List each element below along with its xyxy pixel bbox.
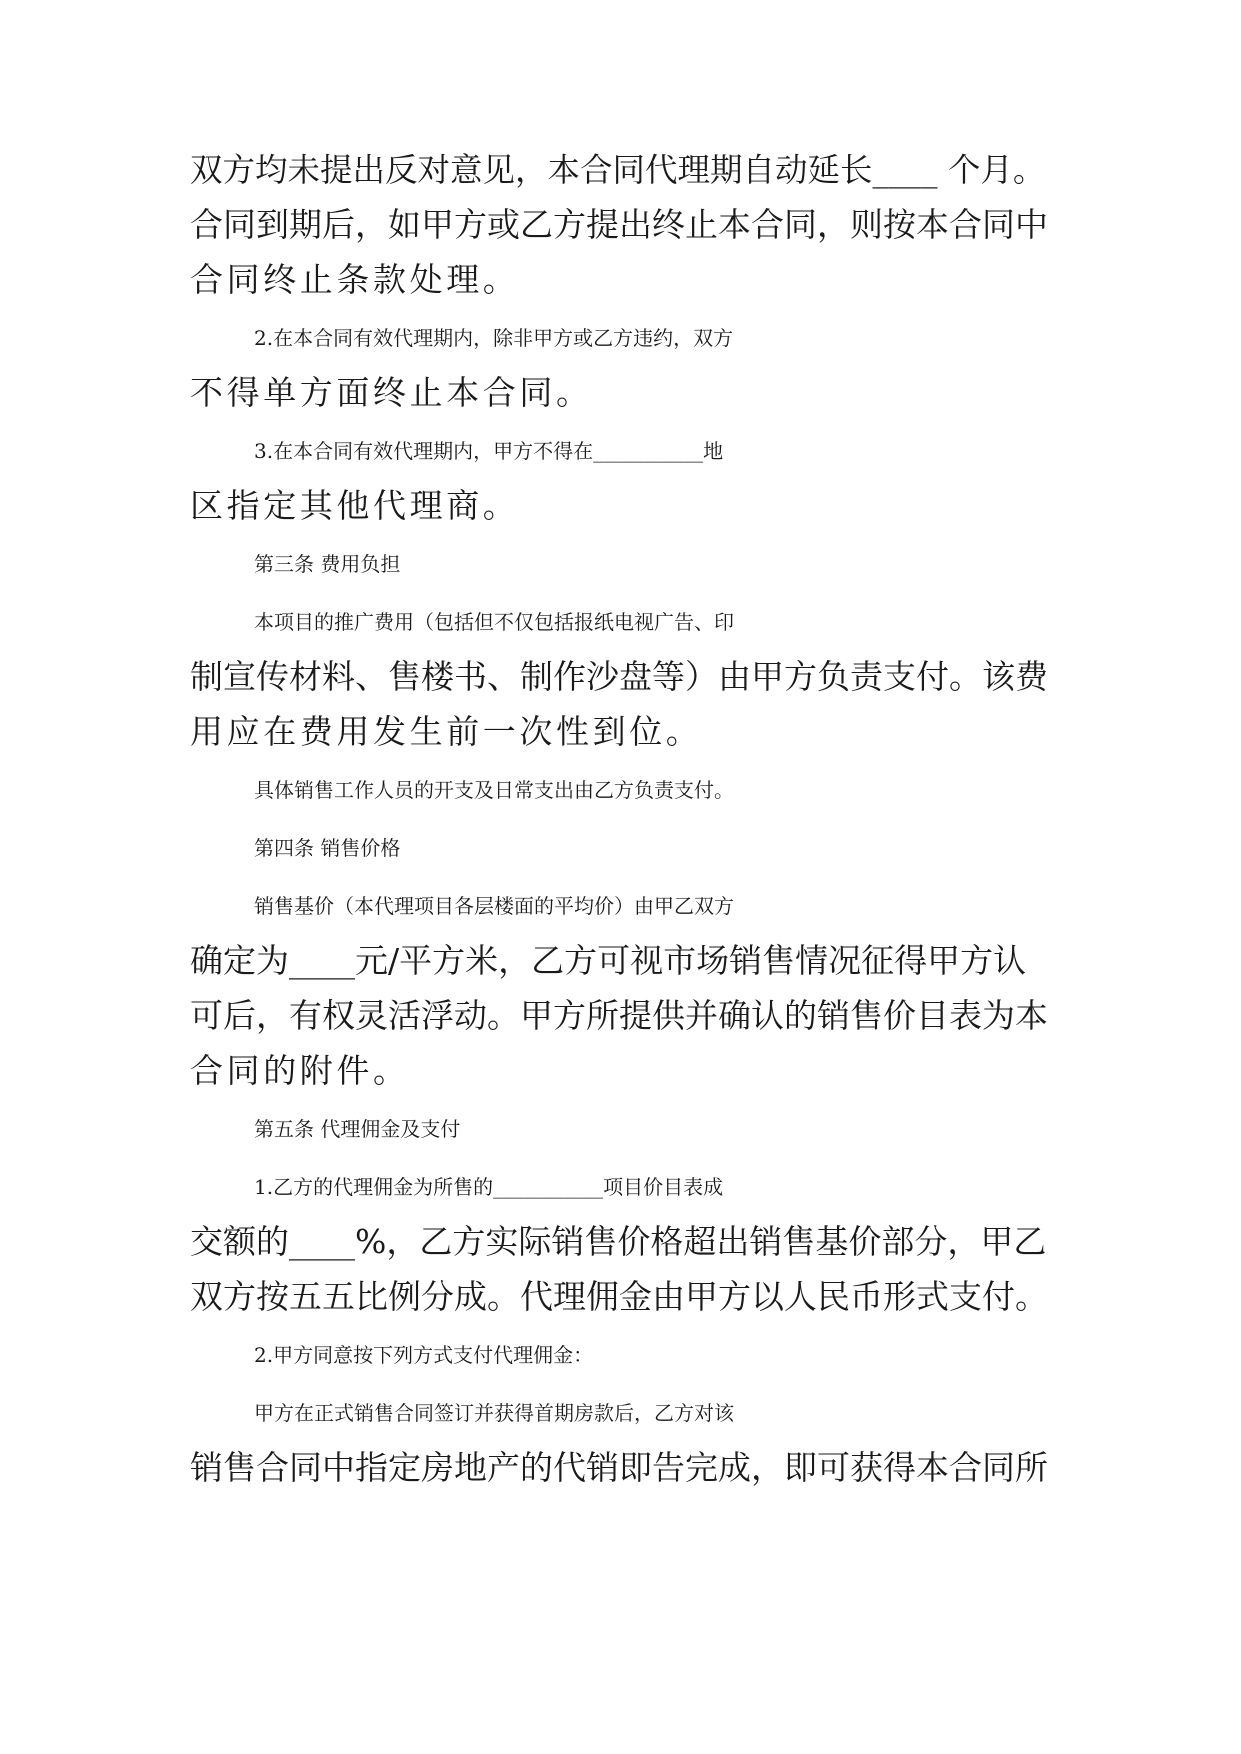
text-line-11: 用应在费用发生前一次性到位。 [190,712,703,751]
text-line-12: 具体销售工作人员的开支及日常支出由乙方负责支付。 [254,778,734,802]
text-line-17: 合同的附件。 [190,1051,410,1090]
text-line-7: 区指定其他代理商。 [190,486,520,525]
text-line-3: 合同终止条款处理。 [190,260,520,299]
text-line-20: 交额的____%，乙方实际销售价格超出销售基价部分，甲乙 [190,1222,1047,1261]
text-line-23: 甲方在正式销售合同签订并获得首期房款后，乙方对该 [254,1401,734,1425]
section-heading-5: 第五条 代理佣金及支付 [254,1117,461,1141]
text-line-21: 双方按五五比例分成。代理佣金由甲方以人民币形式支付。 [190,1277,1048,1316]
text-line-14: 销售基价（本代理项目各层楼面的平均价）由甲乙双方 [254,894,734,918]
section-heading-4: 第四条 销售价格 [254,836,401,860]
text-line-22: 2.甲方同意按下列方式支付代理佣金： [254,1343,594,1367]
text-line-2: 合同到期后，如甲方或乙方提出终止本合同，则按本合同中 [190,205,1048,244]
text-line-1: 双方均未提出反对意见，本合同代理期自动延长____ 个月。 [190,151,1046,189]
text-line-24: 销售合同中指定房地产的代销即告完成，即可获得本合同所 [190,1448,1048,1487]
text-line-5: 不得单方面终止本合同。 [190,373,593,412]
text-line-19: 1.乙方的代理佣金为所售的___________项目价目表成 [254,1175,724,1199]
section-heading-3: 第三条 费用负担 [254,552,401,576]
text-line-4: 2.在本合同有效代理期内，除非甲方或乙方违约，双方 [254,326,734,350]
text-line-10: 制宣传材料、售楼书、制作沙盘等）由甲方负责支付。该费 [190,657,1048,696]
text-line-9: 本项目的推广费用（包括但不仅包括报纸电视广告、印 [254,610,734,634]
text-line-6: 3.在本合同有效代理期内，甲方不得在___________地 [254,439,724,463]
text-line-15: 确定为____元/平方米，乙方可视市场销售情况征得甲方认 [190,941,1027,980]
text-line-16: 可后，有权灵活浮动。甲方所提供并确认的销售价目表为本 [190,996,1048,1035]
